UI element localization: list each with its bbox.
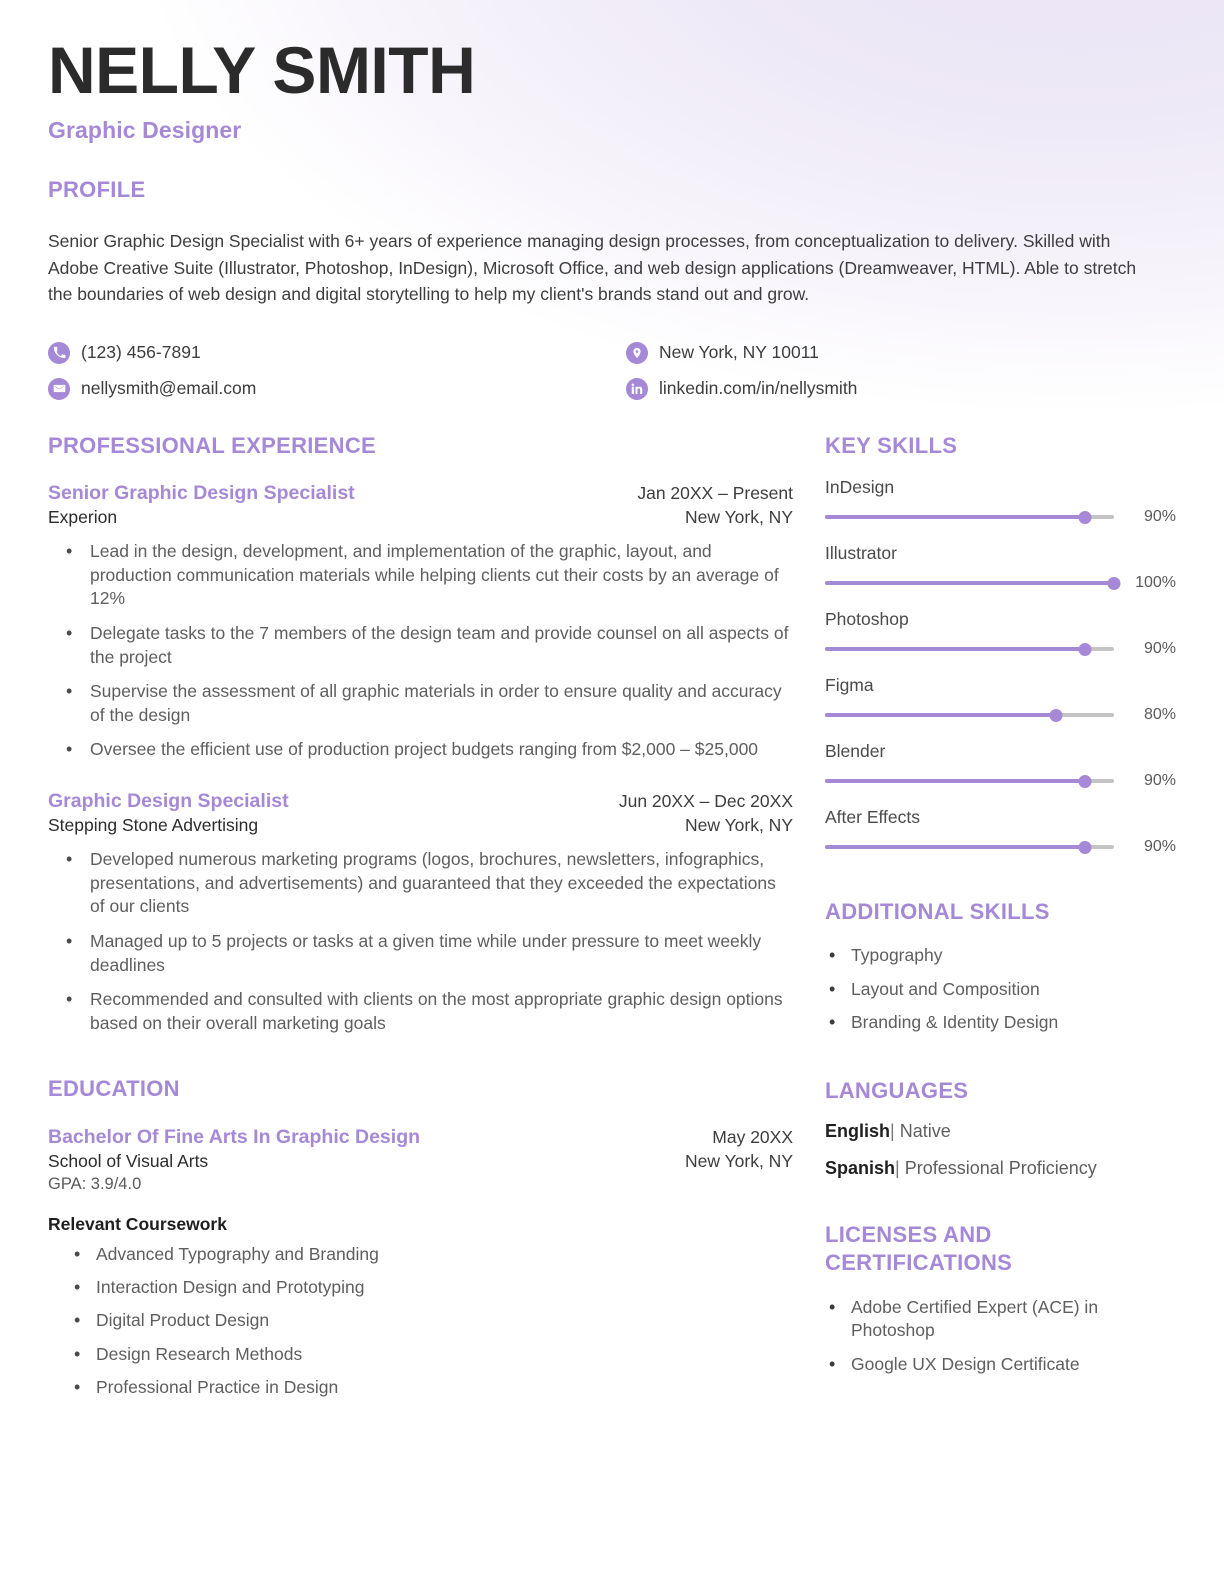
education-gpa: GPA: 3.9/4.0 <box>48 1174 142 1193</box>
education-school: School of Visual Arts <box>48 1150 209 1171</box>
experience-location: New York, NY <box>685 507 793 527</box>
language-separator: | <box>895 1158 900 1179</box>
experience-bullet: • Recommended and consulted with clients on the most appropriate graphic design options based on their overall marketing goals <box>88 988 793 1035</box>
license-item: • Google UX Design Certificate <box>851 1353 1176 1377</box>
licenses-list <box>825 1296 1176 1377</box>
coursework-item: • Advanced Typography and Branding <box>96 1242 793 1267</box>
skill-row-after-effects <box>825 807 1176 856</box>
languages-section <box>825 1077 1176 1179</box>
skill-label: Illustrator <box>825 543 897 563</box>
skill-label: Photoshop <box>825 609 909 629</box>
skill-row-figma <box>825 675 1176 724</box>
skill-label: InDesign <box>825 477 895 497</box>
experience-location: New York, NY <box>685 815 793 835</box>
language-level: Native <box>899 1121 951 1142</box>
contact-item-email[interactable] <box>48 378 626 400</box>
skill-row-blender <box>825 741 1176 790</box>
section-heading-profile: PROFILE <box>48 176 146 202</box>
skill-label: Blender <box>825 741 886 761</box>
experience-bullet: • Managed up to 5 projects or tasks at a given time while under pressure to meet weekly deadlines <box>88 930 793 977</box>
coursework-item: • Professional Practice in Design <box>96 1375 793 1400</box>
experience-entry <box>48 482 793 762</box>
skill-percent: 90% <box>1143 772 1176 789</box>
resume-header <box>48 34 1176 144</box>
contact-value-email: nellysmith@email.com <box>81 378 257 399</box>
contact-value-location: New York, NY 10011 <box>659 342 819 363</box>
contact-value-linkedin: linkedin.com/in/nellysmith <box>659 378 858 399</box>
section-heading-key-skills: KEY SKILLS <box>825 432 958 458</box>
section-heading-additional-skills: ADDITIONAL SKILLS <box>825 899 1050 924</box>
education-location: New York, NY <box>685 1150 793 1171</box>
skill-row-photoshop <box>825 609 1176 658</box>
coursework-item: • Digital Product Design <box>96 1308 793 1333</box>
section-heading-licenses: LICENSES AND CERTIFICATIONS <box>825 1222 1013 1276</box>
additional-skills-section <box>825 898 1176 1035</box>
additional-skill-item: • Branding & Identity Design <box>851 1011 1176 1035</box>
coursework-item: • Interaction Design and Prototyping <box>96 1275 793 1300</box>
slider-thumb[interactable] <box>1079 775 1092 788</box>
experience-dates: Jun 20XX – Dec 20XX <box>618 791 793 811</box>
slider-fill <box>825 845 1085 849</box>
experience-company: Stepping Stone Advertising <box>48 815 259 835</box>
skill-percent: 100% <box>1135 574 1176 591</box>
license-item: • Adobe Certified Expert (ACE) in Photoshop <box>851 1296 1176 1343</box>
skill-label: After Effects <box>825 807 920 827</box>
coursework-item: • Design Research Methods <box>96 1342 793 1367</box>
left-column <box>48 432 793 1409</box>
skill-slider[interactable] <box>825 840 1114 854</box>
experience-job-title: Graphic Design Specialist <box>48 790 289 812</box>
skill-percent: 80% <box>1143 706 1176 723</box>
skill-percent: 90% <box>1143 508 1176 525</box>
language-name: Spanish <box>825 1158 896 1179</box>
coursework-heading: Relevant Coursework <box>48 1213 227 1234</box>
profile-summary-text: Senior Graphic Design Specialist with 6+ years of experience managing design processes, from conceptualization to delivery. Skilled with Adobe Creative Suite (Illustrator, Photoshop, InDesign), Microsoft Office, and web design applications (Dreamweaver, HTML). Able to stretch the boundaries of web design and digital storytelling to help my client's brands stand out and grow. <box>48 231 1137 305</box>
language-name: English <box>825 1121 891 1142</box>
skill-slider[interactable] <box>825 642 1114 656</box>
skill-slider[interactable] <box>825 774 1114 788</box>
section-heading-experience: PROFESSIONAL EXPERIENCE <box>48 432 377 458</box>
slider-fill <box>825 779 1085 783</box>
slider-fill <box>825 647 1085 651</box>
experience-entry <box>48 790 793 1035</box>
slider-thumb[interactable] <box>1079 643 1092 656</box>
experience-bullet: • Developed numerous marketing programs (logos, brochures, newsletters, infographics, presentations, and advertisements) and guaranteed that they exceeded the expectations of our clients <box>88 848 793 919</box>
experience-bullet: • Lead in the design, development, and implementation of the graphic, layout, and production communication materials while helping clients cut their costs by an average of 12% <box>88 540 793 611</box>
linkedin-icon <box>626 378 648 400</box>
coursework-list <box>48 1242 793 1401</box>
contact-item-phone[interactable] <box>48 342 626 364</box>
resume-body <box>48 432 1176 1409</box>
skill-label: Figma <box>825 675 874 695</box>
right-column <box>825 432 1176 1387</box>
section-heading-languages: LANGUAGES <box>825 1078 969 1104</box>
experience-bullet: • Supervise the assessment of all graphic materials in order to ensure quality and accuracy of the design <box>88 680 793 727</box>
key-skills-section <box>825 432 1176 856</box>
skill-slider[interactable] <box>825 576 1114 590</box>
candidate-job-title: Graphic Designer <box>48 116 242 143</box>
slider-thumb[interactable] <box>1079 511 1092 524</box>
education-date: May 20XX <box>712 1126 793 1147</box>
contact-item-linkedin[interactable] <box>626 378 1176 400</box>
skill-row-indesign <box>825 477 1176 526</box>
experience-bullet-list <box>48 848 793 1035</box>
experience-dates: Jan 20XX – Present <box>637 483 793 503</box>
phone-icon <box>48 342 70 364</box>
language-separator: | <box>890 1121 895 1142</box>
licenses-section <box>825 1221 1176 1376</box>
additional-skill-item: • Layout and Composition <box>851 978 1176 1002</box>
additional-skills-list <box>825 944 1176 1035</box>
contact-item-location <box>626 342 1176 364</box>
slider-fill <box>825 581 1114 585</box>
experience-bullet: • Delegate tasks to the 7 members of the design team and provide counsel on all aspects of the project <box>88 622 793 669</box>
language-level: Professional Proficiency <box>904 1158 1097 1179</box>
skill-slider[interactable] <box>825 510 1114 524</box>
slider-fill <box>825 713 1056 717</box>
language-row-spanish <box>825 1158 1176 1179</box>
candidate-name: NELLY SMITH <box>48 33 476 107</box>
education-degree: Bachelor Of Fine Arts In Graphic Design <box>48 1125 421 1148</box>
experience-job-title: Senior Graphic Design Specialist <box>48 482 355 504</box>
skill-percent: 90% <box>1143 838 1176 855</box>
skill-slider[interactable] <box>825 708 1114 722</box>
slider-thumb[interactable] <box>1108 577 1121 590</box>
contact-value-phone: (123) 456-7891 <box>81 342 201 363</box>
additional-skill-item: • Typography <box>851 944 1176 968</box>
location-pin-icon <box>626 342 648 364</box>
envelope-icon <box>48 378 70 400</box>
experience-bullet-list <box>48 540 793 762</box>
section-heading-education: EDUCATION <box>48 1076 180 1102</box>
experience-bullet: • Oversee the efficient use of production project budgets ranging from $2,000 – $25,000 <box>88 738 793 762</box>
skill-row-illustrator <box>825 543 1176 592</box>
slider-thumb[interactable] <box>1079 841 1092 854</box>
slider-fill <box>825 515 1085 519</box>
education-entry <box>48 1126 793 1401</box>
slider-thumb[interactable] <box>1050 709 1063 722</box>
experience-company: Experion <box>48 507 118 527</box>
skill-percent: 90% <box>1143 640 1176 657</box>
contact-block <box>48 342 1176 400</box>
language-row-english <box>825 1121 1176 1142</box>
